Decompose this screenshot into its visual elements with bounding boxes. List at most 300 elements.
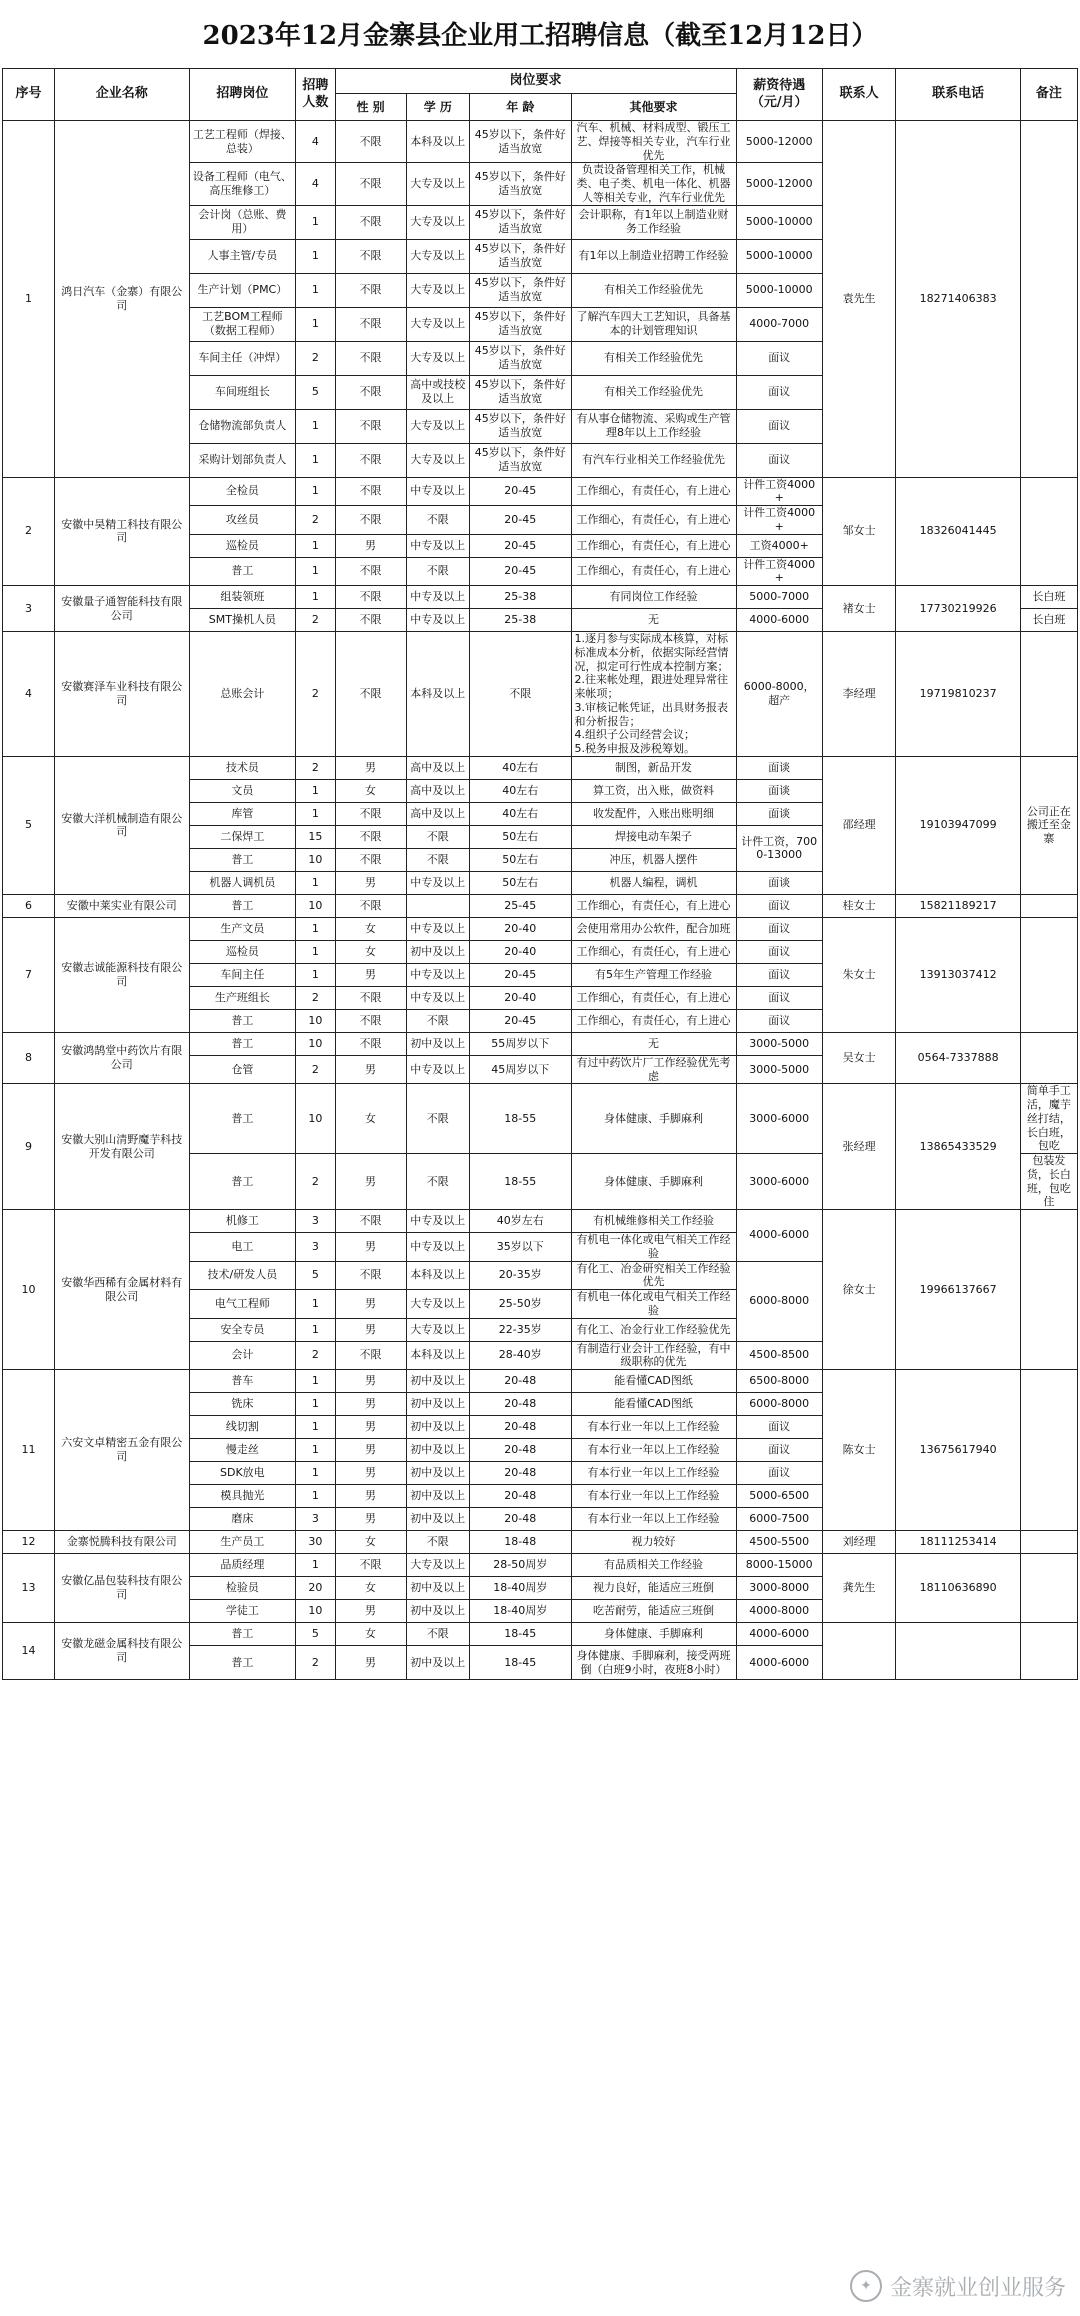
header-phone: 联系电话 (896, 69, 1020, 121)
cell-education: 不限 (406, 506, 469, 535)
cell-age: 20-48 (470, 1462, 572, 1485)
cell-seq: 10 (3, 1210, 55, 1370)
cell-phone: 13865433529 (896, 1084, 1020, 1210)
cell-education: 初中及以上 (406, 1416, 469, 1439)
cell-age: 不限 (470, 632, 572, 757)
cell-company: 安徽中昊精工科技有限公司 (55, 477, 190, 586)
cell-other: 有本行业一年以上工作经验 (571, 1508, 736, 1531)
wechat-icon: ✦ (850, 2270, 882, 2302)
cell-seq: 7 (3, 917, 55, 1032)
header-contact: 联系人 (822, 69, 896, 121)
watermark (850, 2270, 1066, 2302)
cell-gender: 不限 (335, 1032, 406, 1055)
header-other: 其他要求 (571, 94, 736, 121)
cell-note (1020, 1370, 1077, 1531)
cell-gender: 不限 (335, 477, 406, 506)
cell-gender: 不限 (335, 609, 406, 632)
cell-contact: 刘经理 (822, 1531, 896, 1554)
cell-position: 文员 (189, 779, 296, 802)
cell-gender: 女 (335, 779, 406, 802)
cell-phone: 18111253414 (896, 1531, 1020, 1554)
header-salary: 薪资待遇（元/月） (736, 69, 822, 121)
cell-other: 负责设备管理相关工作，机械类、电子类、机电一体化、机器人等相关专业，汽车行业优先 (571, 163, 736, 205)
cell-education: 中专及以上 (406, 1210, 469, 1233)
cell-education: 不限 (406, 1623, 469, 1646)
cell-other: 工作细心，有责任心，有上进心 (571, 940, 736, 963)
table-row (3, 1531, 1078, 1554)
cell-education: 中专及以上 (406, 586, 469, 609)
cell-other: 了解汽车四大工艺知识，具备基本的计划管理知识 (571, 307, 736, 341)
cell-position: 检验员 (189, 1577, 296, 1600)
cell-salary: 6000-8000，超产 (736, 632, 822, 757)
cell-position: 巡检员 (189, 940, 296, 963)
cell-salary: 5000-10000 (736, 205, 822, 239)
cell-note (1020, 121, 1077, 478)
cell-position: 仓管 (189, 1055, 296, 1084)
cell-other: 有相关工作经验优先 (571, 273, 736, 307)
cell-gender: 不限 (335, 341, 406, 375)
recruitment-table (2, 68, 1078, 1680)
cell-age: 28-50周岁 (470, 1554, 572, 1577)
cell-education: 初中及以上 (406, 1370, 469, 1393)
cell-other: 身体健康、手脚麻利 (571, 1084, 736, 1154)
cell-education: 大专及以上 (406, 409, 469, 443)
cell-other: 有机械维修相关工作经验 (571, 1210, 736, 1233)
cell-other: 工作细心，有责任心，有上进心 (571, 534, 736, 557)
cell-count: 1 (296, 963, 335, 986)
cell-count: 2 (296, 341, 335, 375)
cell-company: 六安文卓精密五金有限公司 (55, 1370, 190, 1531)
cell-age: 22-35岁 (470, 1318, 572, 1341)
cell-gender: 不限 (335, 586, 406, 609)
cell-age: 20-40 (470, 986, 572, 1009)
cell-contact: 朱女士 (822, 917, 896, 1032)
cell-seq: 2 (3, 477, 55, 586)
cell-count: 1 (296, 871, 335, 894)
cell-contact: 邹女士 (822, 477, 896, 586)
cell-salary: 3000-8000 (736, 1577, 822, 1600)
cell-count: 10 (296, 1600, 335, 1623)
cell-education: 大专及以上 (406, 341, 469, 375)
cell-education: 初中及以上 (406, 1600, 469, 1623)
cell-gender: 不限 (335, 1261, 406, 1290)
cell-count: 3 (296, 1210, 335, 1233)
cell-age: 20-48 (470, 1508, 572, 1531)
cell-seq: 1 (3, 121, 55, 478)
header-education: 学 历 (406, 94, 469, 121)
cell-position: 生产班组长 (189, 986, 296, 1009)
cell-other: 焊接电动车架子 (571, 825, 736, 848)
cell-other: 有本行业一年以上工作经验 (571, 1462, 736, 1485)
cell-phone: 19719810237 (896, 632, 1020, 757)
cell-gender: 不限 (335, 307, 406, 341)
cell-position: 工艺工程师（焊接、总装） (189, 121, 296, 163)
cell-salary: 面谈 (736, 802, 822, 825)
cell-age: 20-45 (470, 1009, 572, 1032)
cell-salary: 4000-6000 (736, 1646, 822, 1680)
cell-other: 汽车、机械、材料成型、锻压工艺、焊接等相关专业，汽车行业优先 (571, 121, 736, 163)
cell-company: 安徽赛泽车业科技有限公司 (55, 632, 190, 757)
cell-count: 1 (296, 1416, 335, 1439)
cell-gender: 不限 (335, 632, 406, 757)
cell-age: 40左右 (470, 756, 572, 779)
cell-count: 1 (296, 917, 335, 940)
table-row (3, 121, 1078, 163)
cell-other: 冲压，机器人摆件 (571, 848, 736, 871)
cell-other: 制图，新品开发 (571, 756, 736, 779)
cell-education: 大专及以上 (406, 307, 469, 341)
cell-education: 大专及以上 (406, 239, 469, 273)
cell-education: 中专及以上 (406, 986, 469, 1009)
cell-salary: 面议 (736, 986, 822, 1009)
cell-education: 中专及以上 (406, 609, 469, 632)
cell-other: 有同岗位工作经验 (571, 586, 736, 609)
cell-salary: 面谈 (736, 779, 822, 802)
cell-age: 50左右 (470, 825, 572, 848)
table-row (3, 586, 1078, 609)
cell-position: 二保焊工 (189, 825, 296, 848)
cell-other: 无 (571, 609, 736, 632)
cell-seq: 4 (3, 632, 55, 757)
cell-other: 有从事仓储物流、采购或生产管理8年以上工作经验 (571, 409, 736, 443)
cell-count: 10 (296, 1084, 335, 1154)
cell-age: 20-40 (470, 940, 572, 963)
cell-gender: 不限 (335, 802, 406, 825)
cell-age: 20-45 (470, 477, 572, 506)
cell-count: 1 (296, 1370, 335, 1393)
cell-seq: 6 (3, 894, 55, 917)
cell-gender: 男 (335, 1055, 406, 1084)
watermark-text: 金寨就业创业服务 (889, 2275, 1066, 2301)
cell-age: 45岁以下，条件好适当放宽 (470, 307, 572, 341)
cell-salary: 4000-7000 (736, 307, 822, 341)
cell-count: 4 (296, 121, 335, 163)
cell-count: 5 (296, 1623, 335, 1646)
cell-note (1020, 477, 1077, 586)
cell-age: 45周岁以下 (470, 1055, 572, 1084)
cell-salary: 面议 (736, 1462, 822, 1485)
cell-count: 1 (296, 1290, 335, 1319)
cell-gender: 男 (335, 534, 406, 557)
cell-other: 有本行业一年以上工作经验 (571, 1485, 736, 1508)
cell-salary: 4500-5500 (736, 1531, 822, 1554)
cell-count: 2 (296, 1154, 335, 1210)
cell-other: 有本行业一年以上工作经验 (571, 1439, 736, 1462)
cell-age: 25-38 (470, 609, 572, 632)
cell-education: 大专及以上 (406, 1318, 469, 1341)
cell-gender: 男 (335, 1485, 406, 1508)
cell-position: 普工 (189, 1032, 296, 1055)
cell-count: 2 (296, 506, 335, 535)
cell-other: 无 (571, 1032, 736, 1055)
cell-position: 生产员工 (189, 1531, 296, 1554)
cell-other: 有本行业一年以上工作经验 (571, 1416, 736, 1439)
cell-seq: 5 (3, 756, 55, 894)
cell-gender: 不限 (335, 239, 406, 273)
cell-age: 40左右 (470, 779, 572, 802)
cell-gender: 女 (335, 1084, 406, 1154)
cell-education: 本科及以上 (406, 632, 469, 757)
cell-count: 1 (296, 1439, 335, 1462)
cell-count: 1 (296, 557, 335, 586)
cell-education: 不限 (406, 1009, 469, 1032)
cell-salary: 3000-5000 (736, 1055, 822, 1084)
header-age: 年 龄 (470, 94, 572, 121)
cell-salary: 计件工资，7000-13000 (736, 825, 822, 871)
cell-education: 中专及以上 (406, 871, 469, 894)
cell-other: 视力良好，能适应三班倒 (571, 1577, 736, 1600)
cell-position: 全检员 (189, 477, 296, 506)
cell-note: 简单手工活，魔芋丝打结，长白班，包吃 (1020, 1084, 1077, 1154)
cell-age: 20-48 (470, 1393, 572, 1416)
cell-gender: 不限 (335, 205, 406, 239)
cell-education: 大专及以上 (406, 1554, 469, 1577)
cell-company: 安徽量子通智能科技有限公司 (55, 586, 190, 632)
cell-note (1020, 632, 1077, 757)
cell-salary: 5000-10000 (736, 239, 822, 273)
cell-gender: 不限 (335, 121, 406, 163)
cell-phone: 0564-7337888 (896, 1032, 1020, 1084)
cell-other: 工作细心，有责任心，有上进心 (571, 894, 736, 917)
cell-gender: 不限 (335, 894, 406, 917)
cell-note (1020, 1554, 1077, 1623)
cell-gender: 不限 (335, 1554, 406, 1577)
cell-gender: 男 (335, 871, 406, 894)
cell-phone: 13913037412 (896, 917, 1020, 1032)
cell-position: 车间主任（冲焊） (189, 341, 296, 375)
cell-phone: 15821189217 (896, 894, 1020, 917)
cell-phone: 13675617940 (896, 1370, 1020, 1531)
cell-position: 库管 (189, 802, 296, 825)
table-row (3, 477, 1078, 506)
cell-count: 2 (296, 1646, 335, 1680)
cell-gender: 男 (335, 1393, 406, 1416)
table-row (3, 1370, 1078, 1393)
cell-education: 不限 (406, 848, 469, 871)
cell-phone: 19966137667 (896, 1210, 1020, 1370)
cell-age: 20-45 (470, 506, 572, 535)
cell-company: 安徽志诚能源科技有限公司 (55, 917, 190, 1032)
cell-phone: 19103947099 (896, 756, 1020, 894)
cell-contact: 邵经理 (822, 756, 896, 894)
cell-position: 仓储物流部负责人 (189, 409, 296, 443)
cell-gender: 不限 (335, 1009, 406, 1032)
cell-company: 安徽大洋机械制造有限公司 (55, 756, 190, 894)
cell-age: 55周岁以下 (470, 1032, 572, 1055)
cell-salary: 6000-8000 (736, 1393, 822, 1416)
cell-education: 本科及以上 (406, 1261, 469, 1290)
cell-age: 18-55 (470, 1084, 572, 1154)
cell-position: 生产计划（PMC） (189, 273, 296, 307)
cell-count: 1 (296, 586, 335, 609)
cell-position: 普工 (189, 1154, 296, 1210)
cell-contact: 吴女士 (822, 1032, 896, 1084)
cell-other: 机器人编程，调机 (571, 871, 736, 894)
cell-company: 安徽亿晶包装科技有限公司 (55, 1554, 190, 1623)
cell-gender: 女 (335, 917, 406, 940)
cell-education: 初中及以上 (406, 1508, 469, 1531)
cell-age: 25-38 (470, 586, 572, 609)
cell-salary: 面议 (736, 940, 822, 963)
cell-other: 会使用常用办公软件，配合加班 (571, 917, 736, 940)
cell-other: 有相关工作经验优先 (571, 375, 736, 409)
cell-seq: 14 (3, 1623, 55, 1680)
cell-age: 18-55 (470, 1154, 572, 1210)
cell-count: 1 (296, 779, 335, 802)
cell-salary: 面议 (736, 1439, 822, 1462)
table-row (3, 1210, 1078, 1233)
cell-position: 电气工程师 (189, 1290, 296, 1319)
cell-gender: 男 (335, 1370, 406, 1393)
cell-age: 45岁以下，条件好适当放宽 (470, 239, 572, 273)
cell-salary: 4000-8000 (736, 1600, 822, 1623)
cell-salary: 面议 (736, 409, 822, 443)
cell-gender: 不限 (335, 409, 406, 443)
cell-contact: 龚先生 (822, 1554, 896, 1623)
header-note: 备注 (1020, 69, 1077, 121)
cell-position: 采购计划部负责人 (189, 443, 296, 477)
cell-age: 18-40周岁 (470, 1577, 572, 1600)
cell-salary: 面议 (736, 963, 822, 986)
cell-age: 18-45 (470, 1623, 572, 1646)
cell-contact: 陈女士 (822, 1370, 896, 1531)
cell-other: 工作细心，有责任心，有上进心 (571, 1009, 736, 1032)
cell-position: 模具抛光 (189, 1485, 296, 1508)
cell-gender: 男 (335, 1318, 406, 1341)
header-seq: 序号 (3, 69, 55, 121)
cell-education: 初中及以上 (406, 1646, 469, 1680)
cell-salary: 计件工资4000+ (736, 477, 822, 506)
cell-position: 机器人调机员 (189, 871, 296, 894)
cell-education: 高中及以上 (406, 779, 469, 802)
cell-education: 本科及以上 (406, 121, 469, 163)
cell-age: 45岁以下，条件好适当放宽 (470, 409, 572, 443)
cell-education: 高中及以上 (406, 802, 469, 825)
cell-age: 28-40岁 (470, 1341, 572, 1370)
cell-education: 大专及以上 (406, 163, 469, 205)
cell-count: 5 (296, 1261, 335, 1290)
cell-education: 不限 (406, 1531, 469, 1554)
cell-count: 2 (296, 756, 335, 779)
cell-count: 1 (296, 307, 335, 341)
cell-position: 电工 (189, 1233, 296, 1262)
cell-other: 有1年以上制造业招聘工作经验 (571, 239, 736, 273)
cell-other: 算工资，出入账，做资料 (571, 779, 736, 802)
cell-note (1020, 894, 1077, 917)
cell-education: 初中及以上 (406, 1577, 469, 1600)
cell-count: 30 (296, 1531, 335, 1554)
cell-gender: 男 (335, 1154, 406, 1210)
table-row (3, 632, 1078, 757)
cell-note: 公司正在搬迁至金寨 (1020, 756, 1077, 894)
cell-gender: 男 (335, 1646, 406, 1680)
cell-count: 2 (296, 609, 335, 632)
cell-other: 有机电一体化或电气相关工作经验 (571, 1233, 736, 1262)
cell-age: 18-45 (470, 1646, 572, 1680)
cell-education: 大专及以上 (406, 273, 469, 307)
cell-count: 1 (296, 1462, 335, 1485)
cell-other: 身体健康、手脚麻利 (571, 1623, 736, 1646)
cell-position: SMT操机人员 (189, 609, 296, 632)
table-row (3, 1623, 1078, 1646)
cell-education: 初中及以上 (406, 1393, 469, 1416)
cell-gender: 女 (335, 1531, 406, 1554)
cell-age: 20-45 (470, 963, 572, 986)
cell-salary: 面议 (736, 894, 822, 917)
cell-count: 3 (296, 1508, 335, 1531)
cell-salary: 5000-10000 (736, 273, 822, 307)
cell-gender: 男 (335, 963, 406, 986)
cell-salary: 5000-7000 (736, 586, 822, 609)
cell-count: 1 (296, 802, 335, 825)
cell-position: 普车 (189, 1370, 296, 1393)
cell-note: 包装发货，长白班，包吃住 (1020, 1154, 1077, 1210)
table-row (3, 894, 1078, 917)
cell-education (406, 894, 469, 917)
cell-salary: 面议 (736, 1416, 822, 1439)
cell-salary: 计件工资4000+ (736, 506, 822, 535)
cell-other: 能看懂CAD图纸 (571, 1370, 736, 1393)
header-count: 招聘人数 (296, 69, 335, 121)
cell-count: 1 (296, 443, 335, 477)
table-row (3, 1084, 1078, 1154)
cell-count: 10 (296, 1032, 335, 1055)
cell-other: 身体健康、手脚麻利，接受两班倒（白班9小时，夜班8小时） (571, 1646, 736, 1680)
cell-position: 技术/研发人员 (189, 1261, 296, 1290)
cell-contact: 袁先生 (822, 121, 896, 478)
cell-count: 2 (296, 986, 335, 1009)
cell-count: 2 (296, 1055, 335, 1084)
cell-position: 普工 (189, 557, 296, 586)
cell-gender: 不限 (335, 986, 406, 1009)
table-body (3, 121, 1078, 1680)
cell-education: 高中及以上 (406, 756, 469, 779)
cell-gender: 不限 (335, 557, 406, 586)
cell-count: 5 (296, 375, 335, 409)
cell-other: 1.逐月参与实际成本核算，对标标准成本分析，依据实际经营情况，拟定可行性成本控制方案； 2.往来帐处理，跟进处理异常往来帐项； 3.审核记帐凭证，出具财务报表和分析报告； 4.组织子公司经营会议； 5.税务申报及涉税筹划。 (571, 632, 736, 757)
cell-education: 中专及以上 (406, 477, 469, 506)
cell-salary: 4000-6000 (736, 609, 822, 632)
cell-contact: 桂女士 (822, 894, 896, 917)
cell-gender: 不限 (335, 375, 406, 409)
cell-position: 普工 (189, 848, 296, 871)
cell-position: 车间班组长 (189, 375, 296, 409)
cell-position: 普工 (189, 894, 296, 917)
cell-position: 人事主管/专员 (189, 239, 296, 273)
cell-position: 品质经理 (189, 1554, 296, 1577)
cell-other: 有品质相关工作经验 (571, 1554, 736, 1577)
cell-phone (896, 1623, 1020, 1680)
cell-salary: 面议 (736, 375, 822, 409)
cell-count: 1 (296, 239, 335, 273)
cell-note (1020, 1531, 1077, 1554)
cell-gender: 男 (335, 1462, 406, 1485)
cell-gender: 不限 (335, 163, 406, 205)
cell-count: 1 (296, 477, 335, 506)
cell-age: 40岁左右 (470, 1210, 572, 1233)
cell-age: 25-45 (470, 894, 572, 917)
cell-phone: 18326041445 (896, 477, 1020, 586)
cell-education: 大专及以上 (406, 205, 469, 239)
header-gender: 性 别 (335, 94, 406, 121)
cell-salary: 4500-8500 (736, 1341, 822, 1370)
cell-count: 1 (296, 205, 335, 239)
cell-gender: 女 (335, 1623, 406, 1646)
cell-salary: 6000-8000 (736, 1261, 822, 1341)
cell-seq: 3 (3, 586, 55, 632)
cell-education: 高中或技校及以上 (406, 375, 469, 409)
cell-position: 机修工 (189, 1210, 296, 1233)
